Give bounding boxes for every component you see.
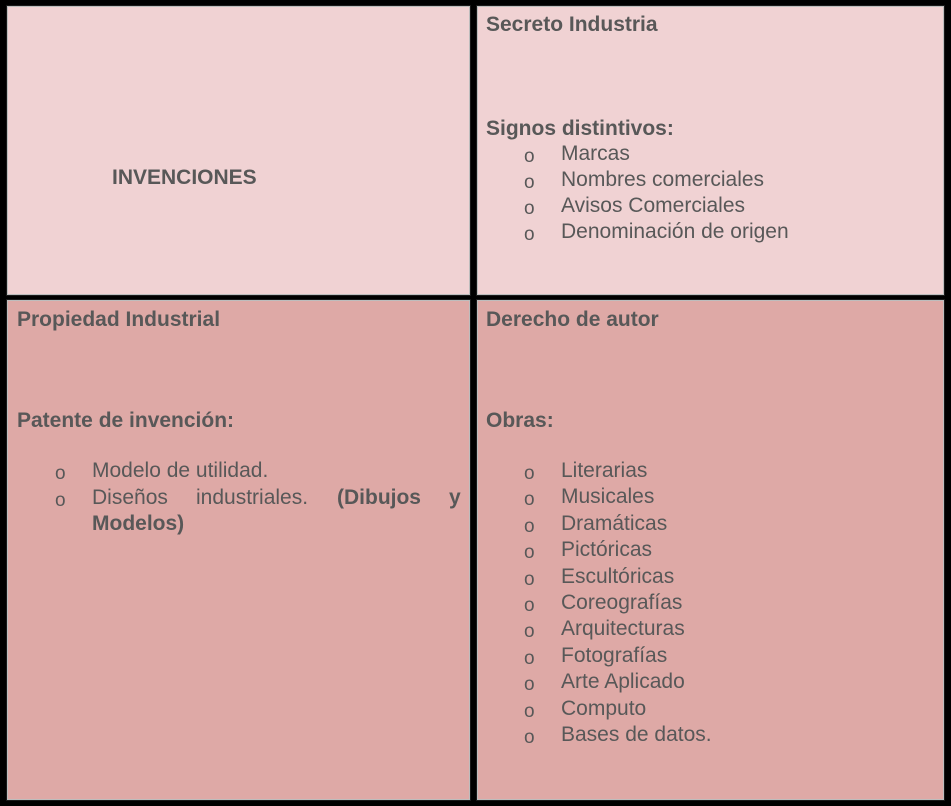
list-item: Modelo de utilidad. — [92, 459, 269, 482]
bullet-marker: o — [524, 198, 535, 219]
list-item: Coreografías — [561, 591, 683, 614]
subtitle-obras: Obras: — [486, 409, 554, 432]
bullet-marker: o — [524, 172, 535, 193]
list-item: Marcas — [561, 142, 630, 165]
subtitle-signos-distintivos: Signos distintivos: — [486, 117, 674, 140]
list-item: Pictóricas — [561, 538, 653, 561]
list-item: Denominación de origen — [561, 220, 789, 243]
list-item: Computo — [561, 697, 647, 720]
bullet-marker: o — [524, 542, 535, 563]
list-item-part: Diseños — [92, 486, 168, 509]
list-item: Dramáticas — [561, 512, 668, 535]
cell-propiedad-industrial — [6, 299, 471, 801]
cell-title-derecho-de-autor: Derecho de autor — [486, 308, 659, 331]
bullet-marker: o — [524, 569, 535, 590]
list-item-part: industriales. — [196, 486, 309, 509]
bullet-marker: o — [524, 516, 535, 537]
list-item: Avisos Comerciales — [561, 194, 746, 217]
bullet-marker: o — [55, 490, 66, 511]
bullet-marker: o — [524, 224, 535, 245]
cell-title-secreto-industria: Secreto Industria — [486, 13, 658, 36]
list-item: Musicales — [561, 485, 655, 508]
bullet-marker: o — [524, 727, 535, 748]
list-item: Nombres comerciales — [561, 168, 765, 191]
list-item-bold-part: (Dibujos — [337, 486, 421, 509]
list-item: Fotografías — [561, 644, 668, 667]
cell-secreto-industria — [476, 5, 945, 296]
bullet-marker: o — [524, 648, 535, 669]
list-item-bold-part: y — [449, 486, 461, 509]
subtitle-patente-de-invencion: Patente de invención: — [17, 409, 235, 432]
bullet-marker: o — [524, 701, 535, 722]
list-item: Escultóricas — [561, 565, 675, 588]
list-item: Literarias — [561, 459, 648, 482]
bullet-marker: o — [524, 463, 535, 484]
bullet-marker: o — [55, 463, 66, 484]
cell-title-propiedad-industrial: Propiedad Industrial — [17, 308, 221, 331]
bullet-marker: o — [524, 146, 535, 167]
bullet-marker: o — [524, 674, 535, 695]
bullet-marker: o — [524, 595, 535, 616]
list-item: Arquitecturas — [561, 617, 685, 640]
bullet-marker: o — [524, 621, 535, 642]
bullet-marker: o — [524, 489, 535, 510]
cell-derecho-de-autor — [476, 299, 945, 801]
list-item: Bases de datos. — [561, 723, 712, 746]
list-item-bold-part: Modelos) — [92, 512, 185, 535]
cell-title-invenciones: INVENCIONES — [112, 166, 257, 189]
list-item: Arte Aplicado — [561, 670, 685, 693]
cell-invenciones — [6, 5, 471, 296]
